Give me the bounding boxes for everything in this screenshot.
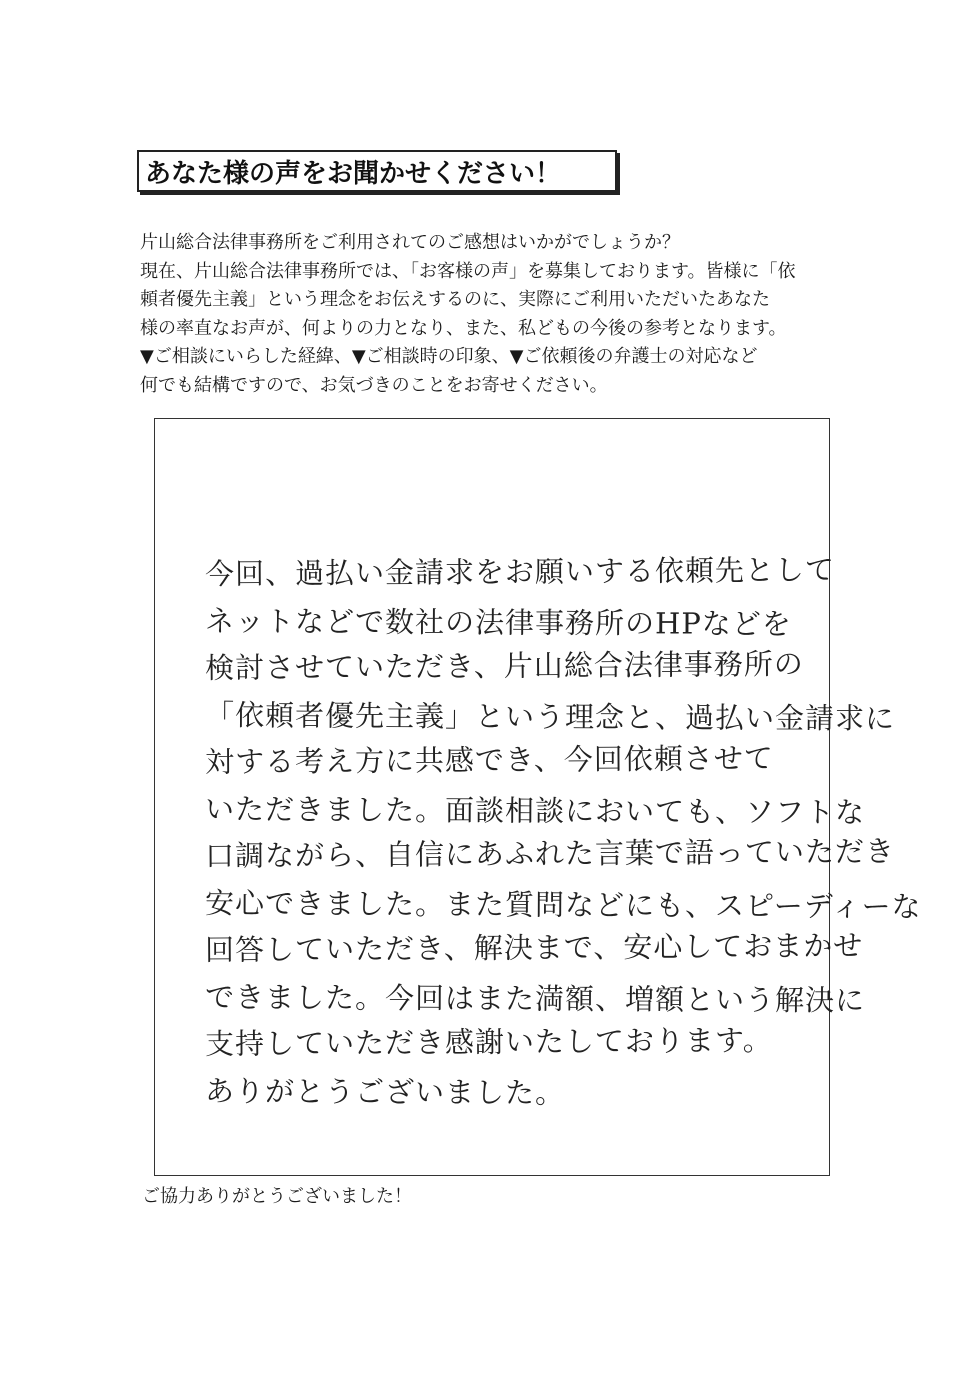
handwritten-line: いただきました。面談相談においても、ソフトな [204,792,866,830]
handwritten-line: 支持していただき感謝いたしております。 [204,1023,773,1061]
handwritten-answer-box [154,418,922,1176]
handwritten-line: 検討させていただき、片山総合法律事務所の [204,646,804,685]
handwritten-line: 安心できました。また質問などにも、スピーディーな [204,886,922,924]
page-title: あなた様の声をお聞かせください！ [145,158,562,189]
intro-line: 片山総合法律事務所をご利用されてのご感想はいかがでしょうか？ [140,232,680,253]
handwritten-line: 今回、過払い金請求をお願いする依頼先として [204,552,836,591]
intro-line: ▼ご相談にいらした経緯、▼ご相談時の印象、▼ご依頼後の弁護士の対応など [140,346,758,367]
thank-you-footer: ご協力ありがとうございました！ [142,1186,412,1207]
handwritten-line: できました。今回はまた満額、増額という解決に [204,980,866,1018]
handwritten-line: 口調ながら、自信にあふれた言葉で語っていただき [204,834,896,873]
handwritten-line: 回答していただき、解決まで、安心しておまかせ [204,928,864,967]
handwritten-line: 対する考え方に共感でき、今回依頼させて [204,741,774,779]
intro-line: 様の率直なお声が、何よりの力となり、また、私どもの今後の参考となります。 [140,317,787,339]
intro-line: 何でも結構ですので、お気づきのことをお寄せください。 [140,374,608,396]
title-box [137,150,617,192]
handwritten-text [204,551,922,1115]
handwritten-line: 「依頼者優先主義」という理念と、過払い金請求に [204,698,896,736]
intro-text [140,229,860,400]
handwritten-line: ありがとうございました。 [204,1074,566,1110]
intro-line: 現在、片山総合法律事務所では、「お客様の声」を募集しております。皆様に「依 [140,260,796,282]
handwritten-line: ネットなどで数社の法律事務所のHPなどを [204,604,792,642]
intro-line: 頼者優先主義」という理念をお伝えするのに、実際にご利用いただいたあなた [140,289,770,310]
